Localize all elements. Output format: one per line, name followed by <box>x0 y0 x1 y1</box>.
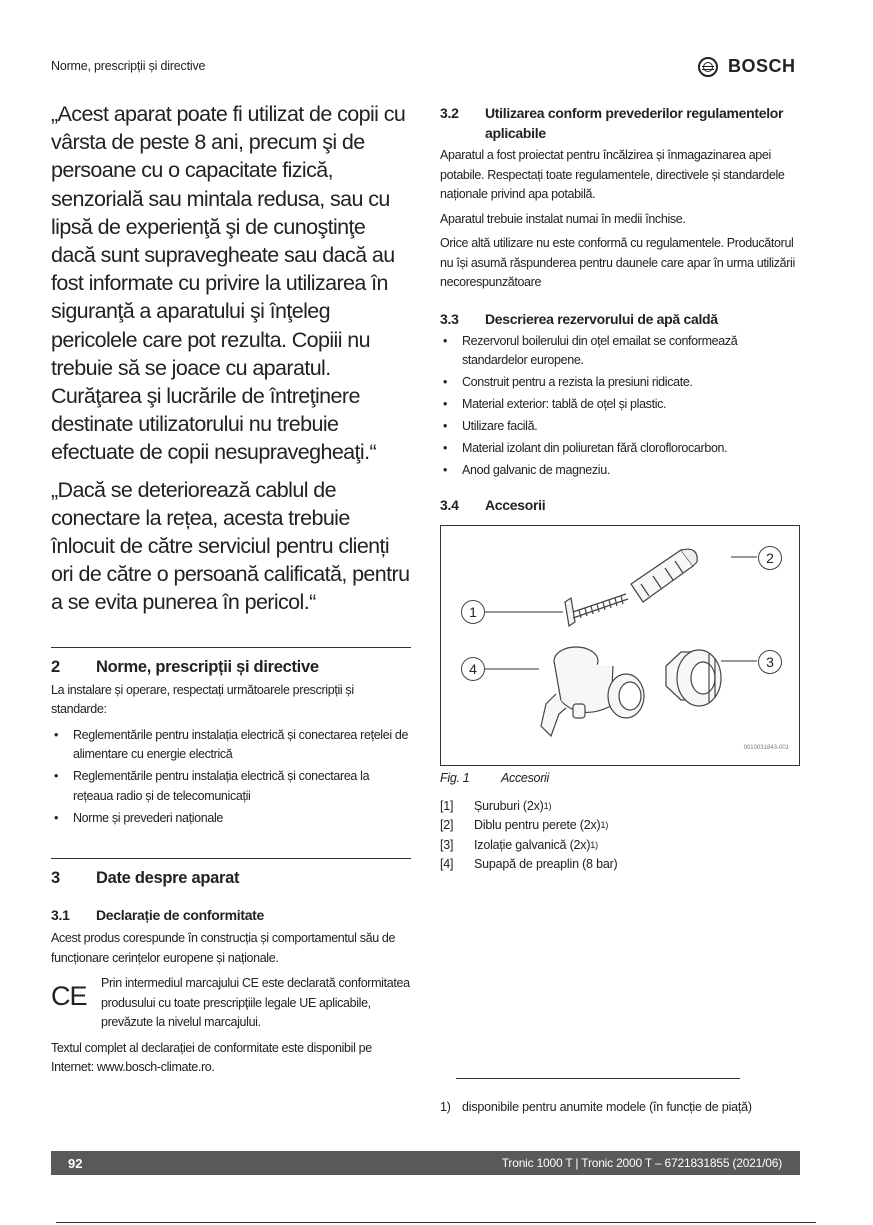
legend-item: [2] Diblu pentru perete (2x) 1) <box>440 818 609 832</box>
legend-item: [1] Șuruburi (2x) 1) <box>440 798 552 813</box>
intended-use-p3: Orice altă utilizare nu este conformă cu regulamentele. Producătorul nu își asumă răspunderea pentru daunele care apar în urma utilizării necorespunzătoare <box>440 236 795 289</box>
section-title: Norme, prescripții și directive <box>96 657 319 676</box>
figure-title: Accesorii <box>501 770 550 785</box>
section-title: Date despre aparat <box>96 869 240 888</box>
intended-use-p2: Aparatul trebuie instalat numai în medii închise. <box>440 211 686 226</box>
page-footer <box>51 1151 800 1175</box>
footnote <box>440 1100 752 1114</box>
standards-list <box>51 726 411 829</box>
accessories-figure <box>440 525 800 766</box>
intended-use-p1: Aparatul a fost proiectat pentru încălzirea și înmagazinarea apei potabile. Respectați toate regulamentele, directivele și standardele naționale privind apa potabilă. <box>440 148 785 201</box>
safety-quote-cable: „Dacă se deteriorează cablul de conectare la rețea, acesta trebuie înlocuit de către serviciul pentru clienți ori de către o persoană calificată, pentru a se evita punerea în pericol.“ <box>51 477 410 615</box>
right-column <box>440 103 800 875</box>
bosch-logo <box>698 56 796 77</box>
insulation-drawing <box>666 650 721 706</box>
list-item: • Norme și prevederi naționale <box>54 810 224 825</box>
list-item: • Rezervorul boilerului din oțel emailat se conformează standardelor europene. <box>443 333 738 367</box>
section-divider <box>51 647 411 648</box>
footnote-marker: 1) <box>440 1100 451 1114</box>
section-number: 3.3 <box>440 310 459 327</box>
ce-mark-icon: CE <box>51 981 87 1012</box>
page-number: 92 <box>68 1155 83 1171</box>
brand-name: BOSCH <box>728 56 796 76</box>
callout-2: 2 <box>758 546 782 570</box>
section-title: Accesorii <box>485 496 546 513</box>
section-number: 3.4 <box>440 496 459 513</box>
callout-3: 3 <box>758 650 782 674</box>
callout-1: 1 <box>461 600 485 624</box>
section-3-heading <box>51 869 411 888</box>
section-2-heading <box>51 658 411 677</box>
footnote-rule <box>456 1078 740 1079</box>
bottom-divider <box>56 1222 816 1223</box>
bosch-armature-icon <box>698 57 718 77</box>
legend-item: [3] Izolație galvanică (2x) 1) <box>440 837 598 852</box>
tank-features-list <box>440 332 800 481</box>
list-item: • Utilizare facilă. <box>443 419 538 433</box>
dowel-drawing <box>631 549 697 602</box>
figure-caption <box>440 771 800 785</box>
section-title: Utilizarea conform prevederilor regulamentelor aplicabile <box>485 105 784 141</box>
section-title: Declarație de conformitate <box>96 907 265 924</box>
footnote-text: disponibile pentru anumite modele (în funcție de piață) <box>462 1100 752 1114</box>
header-title: Norme, prescripții și directive <box>51 59 206 73</box>
accessories-illustration <box>441 526 799 765</box>
ce-declaration <box>51 974 411 1033</box>
ce-text: Prin intermediul marcajului CE este declarată conformitatea produsului cu toate prescripţiile legale UE aplicabile, prevăzute la nivelul marcajului. <box>101 976 410 1030</box>
list-item: • Reglementările pentru instalația electrică și conectarea la rețeaua radio și de telecomunicații <box>54 769 370 803</box>
section-number: 3 <box>51 869 60 888</box>
list-item: • Construit pentru a rezista la presiuni ridicate. <box>443 375 693 389</box>
section-divider <box>51 858 411 859</box>
legend-item: [4] Supapă de preaplin (8 bar) <box>440 857 618 871</box>
safety-quote-children: „Acest aparat poate fi utilizat de copii cu vârsta de peste 8 ani, precum şi de persoane cu o capacitate fizică, senzorială sau mintala redusa, sau cu lipsă de experienţă şi de cunoştinţe dacă sunt supravegheate sau dacă au fost informate cu privire la utilizarea în siguranţă a aparatului şi înţeleg pericolele care pot rezulta. Copiii nu trebuie să se joace cu aparatul. Curăţarea şi lucrările de întreţinere destinate utilizatorului nu trebuie efectuate de copii nesupravegheaţi.“ <box>51 102 406 465</box>
screw-drawing <box>565 594 628 626</box>
figure-number: Fig. 1 <box>440 770 470 785</box>
section-number: 3.1 <box>51 907 70 924</box>
conformity-paragraph: Acest produs corespunde în construcția și comportamentul său de funcționare cerințelor europene și naționale. <box>51 931 396 965</box>
figure-code: 0010031843-001 <box>743 744 789 751</box>
valve-drawing <box>541 647 644 736</box>
section-title: Descrierea rezervorului de apă caldă <box>485 310 718 327</box>
list-item: • Material exterior: tablă de oțel și plastic. <box>443 397 667 411</box>
section-3-1-heading <box>51 905 411 925</box>
section-number: 3.2 <box>440 105 459 121</box>
declaration-availability: Textul complet al declarației de conformitate este disponibil pe Internet: www.bosch-climate.ro. <box>51 1040 372 1075</box>
figure-legend <box>440 797 800 875</box>
document-reference: Tronic 1000 T | Tronic 2000 T – 6721831855 (2021/06) <box>501 1156 782 1170</box>
section-3-3-heading <box>440 309 800 329</box>
list-item: • Material izolant din poliuretan fără cloroflorocarbon. <box>443 441 728 455</box>
left-column <box>51 100 411 1078</box>
section-3-2-heading <box>440 103 800 143</box>
list-item: • Anod galvanic de magneziu. <box>443 463 610 477</box>
list-item: • Reglementările pentru instalația electrică și conectarea rețelei de alimentare cu energie electrică <box>54 727 409 762</box>
section-3-4-heading <box>440 495 800 515</box>
section-number: 2 <box>51 657 60 676</box>
callout-4: 4 <box>461 657 485 681</box>
section-2-intro: La instalare și operare, respectați următoarele prescripții și standarde: <box>51 682 354 717</box>
